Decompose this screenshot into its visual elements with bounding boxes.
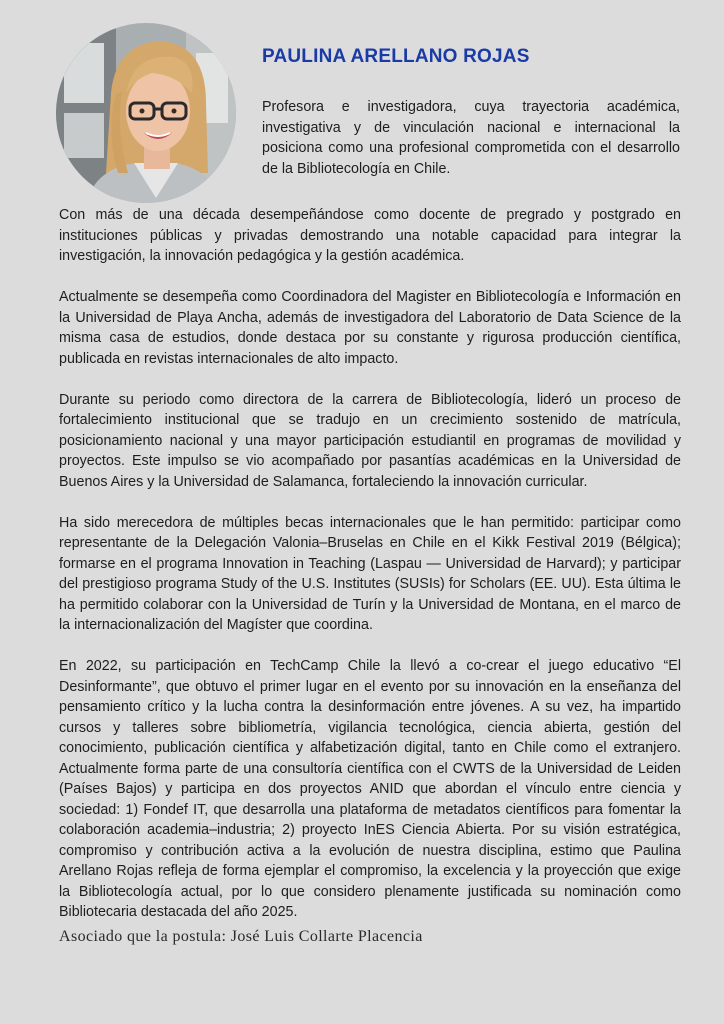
paragraph-projects: En 2022, su participación en TechCamp Chile la llevó a co-crear el juego educativo “El Desinformante”, que obtuvo el primer lugar en el evento por su innovación en la enseñanza del pensamiento crítico y la lucha contra la desinformación entre jóvenes. A su vez, ha impartido cursos y talleres sobre bibliometría, vigilancia tecnológica, ciencia abierta, gestión del conocimiento, publicación científica y alfabetización digital, tanto en Chile como el extranjero. Actualmente forma parte de una consultoría científica con el CWTS de la Universidad de Leiden (Países Bajos) y participa en dos proyectos ANID que abordan el vínculo entre ciencia y sociedad: 1) Fondef IT, que desarrolla una plataforma de metadatos científicos para fomentar la colaboración academia–industria; 2) proyecto InES Ciencia Abierta. Por su visión estratégica, compromiso y contribución activa a la evolución de nuestra disciplina, estimo que Paulina Arellano Rojas refleja de forma ejemplar el compromiso, la excelencia y la proyección que exige la Bibliotecología actual, por lo que considero plenamente justificada su nominación como Bibliotecaria destacada del año 2025.	[59, 658, 681, 920]
intro-paragraph: Profesora e investigadora, cuya trayectoria académica, investigativa y de vinculación nacional e internacional la posiciona como una profesional comprometida con el desarrollo de la Bibliotecología en Chile.	[262, 99, 680, 177]
paragraph-director: Durante su periodo como directora de la carrera de Bibliotecología, lideró un proceso de fortalecimiento institucional que se tradujo en un crecimiento sostenido de matrícula, posicionamiento nacional y una mayor participación estudiantil en programas de movilidad y proyectos. Este impulso se vio acompañado por pasantías académicas en la Universidad de Buenos Aires y la Universidad de Salamanca, fortaleciendo la innovación curricular.	[59, 391, 681, 490]
profile-photo	[56, 23, 236, 203]
paragraph-scholarships: Ha sido merecedora de múltiples becas internacionales que le han permitido: participar como representante de la Delegación Valonia–Bruselas en Chile en el Kikk Festival 2019 (Bélgica); formarse en el programa Innovation in Teaching (Laspau — Universidad de Harvard); y participar del prestigioso programa Study of the U.S. Institutes (SUSIs) for Scholars (EE. UU). Esta última le ha permitido colaborar con la Universidad de Turín y la Universidad de Montana, en el marco de la internacionalización del Magíster que coordina.	[59, 514, 681, 633]
nominator-signature: Asociado que la postula: José Luis Collarte Placencia	[59, 928, 423, 945]
nominee-name: PAULINA ARELLANO ROJAS	[262, 46, 530, 67]
paragraph-current-role: Actualmente se desempeña como Coordinadora del Magister en Bibliotecología e Información en la Universidad de Playa Ancha, además de investigadora del Laboratorio de Data Science de la misma casa de estudios, donde destaca por su constante y rigurosa producción científica, publicada en revistas internacionales de alto impacto.	[59, 289, 681, 367]
profile-photo-image	[56, 23, 236, 203]
body-text	[59, 205, 681, 943]
paragraph-teaching: Con más de una década desempeñándose como docente de pregrado y postgrado en instituciones públicas y privadas demostrando una notable capacidad para integrar la investigación, la innovación pedagógica y la gestión académica.	[59, 207, 681, 264]
